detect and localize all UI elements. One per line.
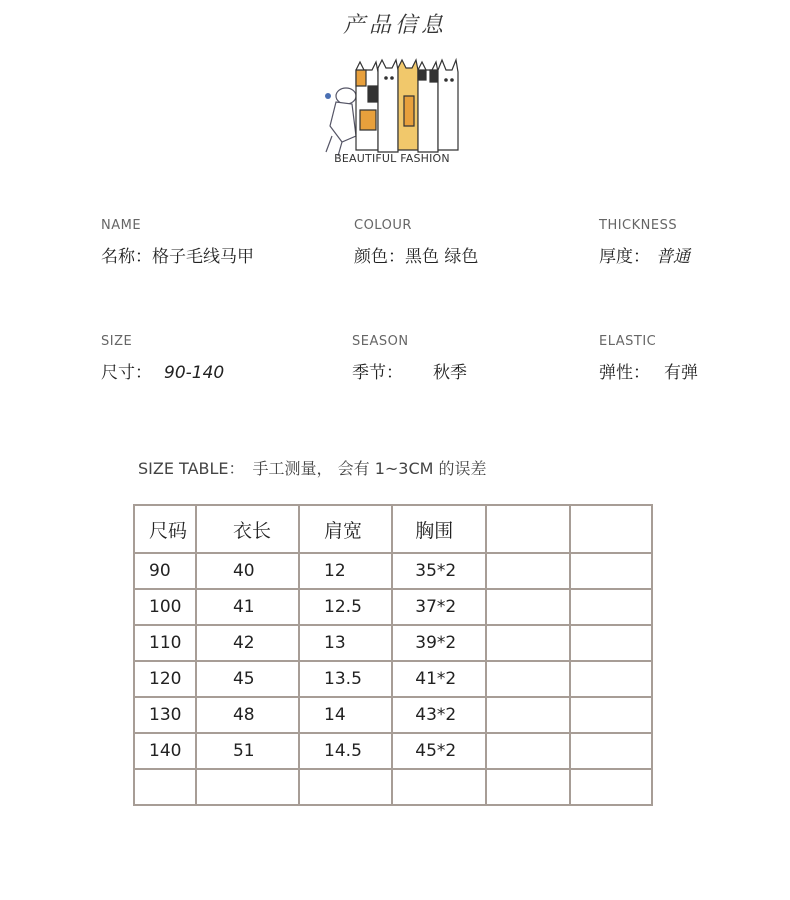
cell-empty bbox=[570, 661, 652, 697]
cell-empty bbox=[570, 589, 652, 625]
info-elastic-label: 弹性： bbox=[599, 363, 650, 383]
size-table-heading bbox=[138, 456, 487, 479]
info-elastic-en: ELASTIC bbox=[599, 334, 657, 349]
cell-size: 90 bbox=[134, 553, 196, 589]
cell-empty bbox=[486, 661, 570, 697]
cell-empty bbox=[299, 769, 392, 805]
info-colour bbox=[354, 218, 478, 267]
table-row bbox=[134, 625, 652, 661]
info-thickness-value: 普通 bbox=[656, 247, 690, 267]
cell-chest: 35*2 bbox=[392, 553, 486, 589]
header-empty bbox=[486, 505, 570, 553]
table-row bbox=[134, 769, 652, 805]
cell-length: 45 bbox=[196, 661, 299, 697]
cell-size: 120 bbox=[134, 661, 196, 697]
brand-logo-text: BEAUTIFUL FASHION bbox=[334, 152, 450, 165]
info-colour-value: 黑色 绿色 bbox=[405, 247, 479, 267]
cell-empty bbox=[570, 769, 652, 805]
cell-empty bbox=[486, 733, 570, 769]
info-season bbox=[352, 334, 467, 383]
info-name-label: 名称： bbox=[101, 247, 152, 267]
info-name bbox=[101, 218, 254, 267]
cell-size: 130 bbox=[134, 697, 196, 733]
info-elastic bbox=[599, 334, 698, 383]
table-row bbox=[134, 697, 652, 733]
info-season-label: 季节： bbox=[352, 363, 403, 383]
cell-shoulder: 12.5 bbox=[299, 589, 392, 625]
cell-empty bbox=[392, 769, 486, 805]
table-header-row bbox=[134, 505, 652, 553]
cell-length: 41 bbox=[196, 589, 299, 625]
cell-shoulder: 12 bbox=[299, 553, 392, 589]
info-thickness-label: 厚度： bbox=[599, 247, 650, 267]
cell-length: 51 bbox=[196, 733, 299, 769]
cell-size: 140 bbox=[134, 733, 196, 769]
size-table bbox=[133, 504, 653, 806]
cell-shoulder: 13 bbox=[299, 625, 392, 661]
table-row bbox=[134, 733, 652, 769]
info-season-en: SEASON bbox=[352, 334, 409, 349]
info-name-en: NAME bbox=[101, 218, 142, 233]
cell-shoulder: 14 bbox=[299, 697, 392, 733]
cell-chest: 37*2 bbox=[392, 589, 486, 625]
size-table-title: SIZE TABLE： bbox=[138, 459, 245, 478]
page-title: 产品信息 bbox=[342, 13, 447, 38]
table-row bbox=[134, 661, 652, 697]
cell-empty bbox=[486, 769, 570, 805]
info-size-en: SIZE bbox=[101, 334, 133, 349]
cell-empty bbox=[570, 697, 652, 733]
cell-chest: 41*2 bbox=[392, 661, 486, 697]
info-colour-en: COLOUR bbox=[354, 218, 412, 233]
cell-chest: 43*2 bbox=[392, 697, 486, 733]
cell-empty bbox=[196, 769, 299, 805]
cell-size: 110 bbox=[134, 625, 196, 661]
cell-empty bbox=[486, 697, 570, 733]
cell-empty bbox=[570, 553, 652, 589]
info-thickness-en: THICKNESS bbox=[599, 218, 678, 233]
info-size-label: 尺寸： bbox=[101, 363, 152, 383]
info-thickness bbox=[599, 218, 690, 267]
cell-empty bbox=[486, 625, 570, 661]
info-colour-label: 颜色： bbox=[354, 247, 405, 267]
size-table-note: 手工测量， 会有 1~3CM 的误差 bbox=[252, 459, 487, 478]
info-name-value: 格子毛线马甲 bbox=[152, 247, 254, 267]
cell-length: 42 bbox=[196, 625, 299, 661]
info-size bbox=[101, 334, 224, 383]
cell-empty bbox=[570, 625, 652, 661]
info-season-value: 秋季 bbox=[433, 363, 467, 383]
cell-chest: 45*2 bbox=[392, 733, 486, 769]
cell-empty bbox=[486, 589, 570, 625]
cell-length: 48 bbox=[196, 697, 299, 733]
cell-length: 40 bbox=[196, 553, 299, 589]
header-chest: 胸围 bbox=[392, 505, 486, 553]
cell-empty bbox=[570, 733, 652, 769]
cell-empty bbox=[486, 553, 570, 589]
header-shoulder: 肩宽 bbox=[299, 505, 392, 553]
table-row bbox=[134, 589, 652, 625]
cell-chest: 39*2 bbox=[392, 625, 486, 661]
cell-empty bbox=[134, 769, 196, 805]
header-length: 衣长 bbox=[196, 505, 299, 553]
info-elastic-value: 有弹 bbox=[664, 363, 698, 383]
cell-shoulder: 14.5 bbox=[299, 733, 392, 769]
cell-shoulder: 13.5 bbox=[299, 661, 392, 697]
cell-size: 100 bbox=[134, 589, 196, 625]
header-empty bbox=[570, 505, 652, 553]
header-size: 尺码 bbox=[134, 505, 196, 553]
table-row bbox=[134, 553, 652, 589]
info-size-value: 90-140 bbox=[164, 363, 225, 383]
